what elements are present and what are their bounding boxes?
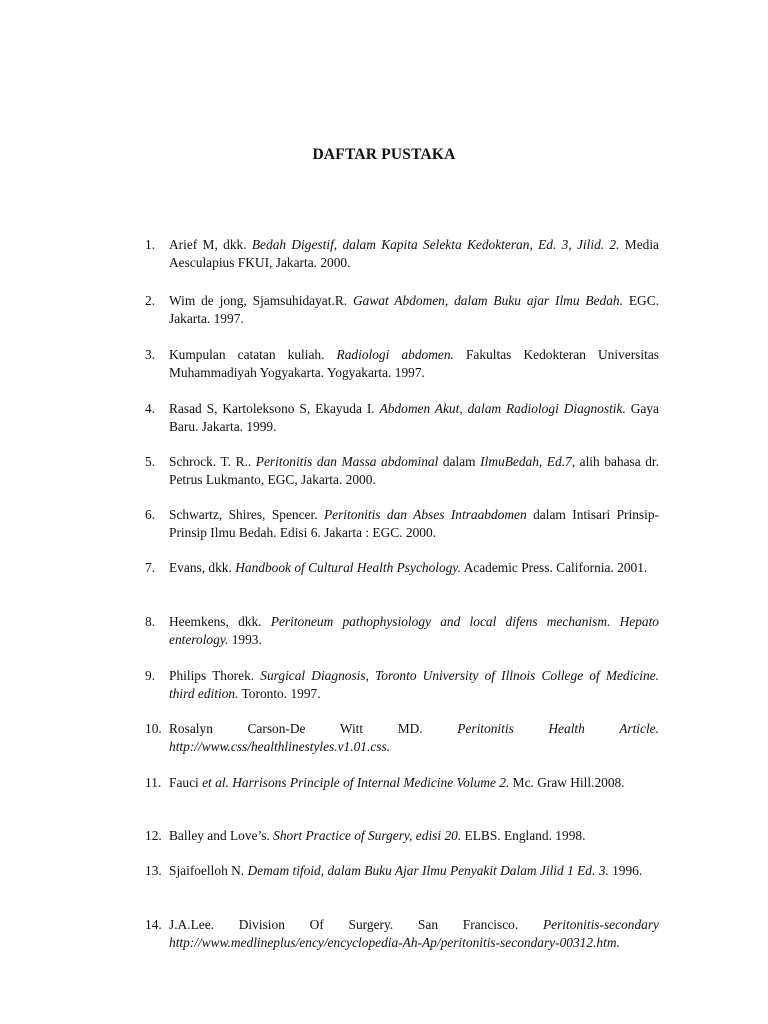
reference-item — [145, 453, 659, 489]
reference-text — [169, 236, 659, 272]
reference-segment: Mc. Graw Hill.2008. — [509, 775, 625, 790]
reference-text — [169, 774, 659, 792]
reference-text — [169, 720, 659, 756]
reference-number: 1. — [145, 237, 156, 252]
reference-item — [145, 774, 659, 792]
reference-italic-segment: Surgical Diagnosis, Toronto University of Illnois College of Medicine. third edition. — [169, 668, 659, 701]
reference-text — [169, 559, 659, 577]
reference-segment: dalam — [438, 454, 481, 469]
reference-segment: Rosalyn Carson-De Witt MD. — [169, 721, 458, 736]
reference-item — [145, 236, 659, 272]
reference-number: 7. — [145, 560, 156, 575]
reference-segment: Kumpulan catatan kuliah. — [169, 347, 337, 362]
reference-number: 2. — [145, 293, 156, 308]
reference-text — [169, 346, 659, 382]
reference-italic-segment: Peritonitis dan Abses Intraabdomen — [323, 507, 527, 522]
reference-italic-segment: Gawat Abdomen, dalam Buku ajar Ilmu Bedah. — [352, 293, 623, 308]
reference-italic-segment: IlmuBedah, Ed.7 — [480, 454, 572, 469]
reference-text — [169, 827, 659, 845]
reference-italic-segment: Peritonitis-secondary http://www.medlineplus/ency/encyclopedia-Ah-Ap/peritonitis-secondary-00312.htm. — [169, 917, 659, 950]
reference-italic-segment: Short Practice of Surgery, edisi 20. — [273, 828, 462, 843]
reference-number: 12. — [145, 828, 162, 843]
reference-segment: Schrock. T. R.. — [169, 454, 256, 469]
reference-number: 9. — [145, 668, 156, 683]
reference-item — [145, 292, 659, 328]
reference-item — [145, 559, 659, 577]
reference-number: 3. — [145, 347, 156, 362]
reference-item — [145, 613, 659, 649]
reference-segment: Sjaifoelloh N. — [169, 863, 248, 878]
reference-segment: Philips Thorek. — [169, 668, 261, 683]
reference-item — [145, 346, 659, 382]
reference-segment: Wim de jong, Sjamsuhidayat.R. — [169, 293, 353, 308]
reference-text — [169, 862, 659, 880]
reference-number: 11. — [145, 775, 162, 790]
reference-item — [145, 720, 659, 756]
reference-segment: J.A.Lee. Division Of Surgery. San Francisco. — [169, 917, 543, 932]
reference-italic-segment: Demam tifoid, dalam Buku Ajar Ilmu Penyakit Dalam Jilid 1 Ed. 3. — [247, 863, 609, 878]
reference-item — [145, 862, 659, 880]
reference-segment: Fakultas Kedokteran Universitas Muhammadiyah Yogyakarta. Yogyakarta. 1997. — [169, 347, 659, 380]
reference-segment: Rasad S, Kartoleksono S, Ekayuda I. — [169, 401, 380, 416]
reference-segment: Evans, dkk. — [169, 560, 236, 575]
reference-item — [145, 400, 659, 436]
reference-text — [169, 400, 659, 436]
reference-segment: 1993. — [228, 632, 262, 647]
reference-item — [145, 667, 659, 703]
reference-segment: Balley and Love’s. — [169, 828, 274, 843]
reference-segment: , alih bahasa dr. Petrus Lukmanto, EGC, Jakarta. 2000. — [169, 454, 660, 487]
reference-number: 14. — [145, 917, 162, 932]
reference-italic-segment: Bedah Digestif, dalam Kapita Selekta Kedokteran, Ed. 3, Jilid. 2. — [251, 237, 620, 252]
reference-italic-segment: Peritonitis Health Article. http://www.css/healthlinestyles.v1.01.css. — [169, 721, 659, 754]
reference-number: 6. — [145, 507, 156, 522]
reference-number: 8. — [145, 614, 156, 629]
reference-text — [169, 453, 659, 489]
reference-text — [169, 506, 659, 542]
reference-italic-segment: Handbook of Cultural Health Psychology. — [235, 560, 461, 575]
reference-segment: ELBS. England. 1998. — [461, 828, 586, 843]
reference-segment: EGC. Jakarta. 1997. — [169, 293, 659, 326]
reference-text — [169, 292, 659, 328]
reference-segment: Arief M, dkk. — [169, 237, 252, 252]
reference-number: 4. — [145, 401, 156, 416]
reference-italic-segment: Peritoneum pathophysiology and local difens mechanism. Hepato enterology. — [169, 614, 659, 647]
reference-item — [145, 506, 659, 542]
reference-text — [169, 916, 659, 952]
reference-italic-segment: Abdomen Akut, dalam Radiologi Diagnostik. — [379, 401, 626, 416]
reference-italic-segment: Radiologi abdomen. — [336, 347, 454, 362]
reference-segment: Heemkens, dkk. — [169, 614, 271, 629]
reference-segment: Gaya Baru. Jakarta. 1999. — [169, 401, 659, 434]
reference-segment: Media Aesculapius FKUI, Jakarta. 2000. — [169, 237, 660, 270]
reference-text — [169, 667, 659, 703]
reference-italic-segment: Peritonitis dan Massa abdominal — [255, 454, 439, 469]
reference-segment: 1996. — [608, 863, 643, 878]
reference-segment: Toronto. 1997. — [238, 686, 321, 701]
reference-number: 10. — [145, 721, 162, 736]
reference-segment: Academic Press. California. 2001. — [460, 560, 648, 575]
reference-segment: dalam Intisari Prinsip-Prinsip Ilmu Bedah. Edisi 6. Jakarta : EGC. 2000. — [169, 507, 659, 540]
reference-segment: Fauci — [169, 775, 203, 790]
reference-item — [145, 916, 659, 952]
reference-italic-segment: et al. Harrisons Principle of Internal Medicine Volume 2. — [202, 775, 510, 790]
reference-number: 13. — [145, 863, 162, 878]
reference-text — [169, 613, 659, 649]
reference-segment: Schwartz, Shires, Spencer. — [169, 507, 324, 522]
page-title: DAFTAR PUSTAKA — [312, 146, 456, 163]
reference-number: 5. — [145, 454, 156, 469]
reference-item — [145, 827, 659, 845]
